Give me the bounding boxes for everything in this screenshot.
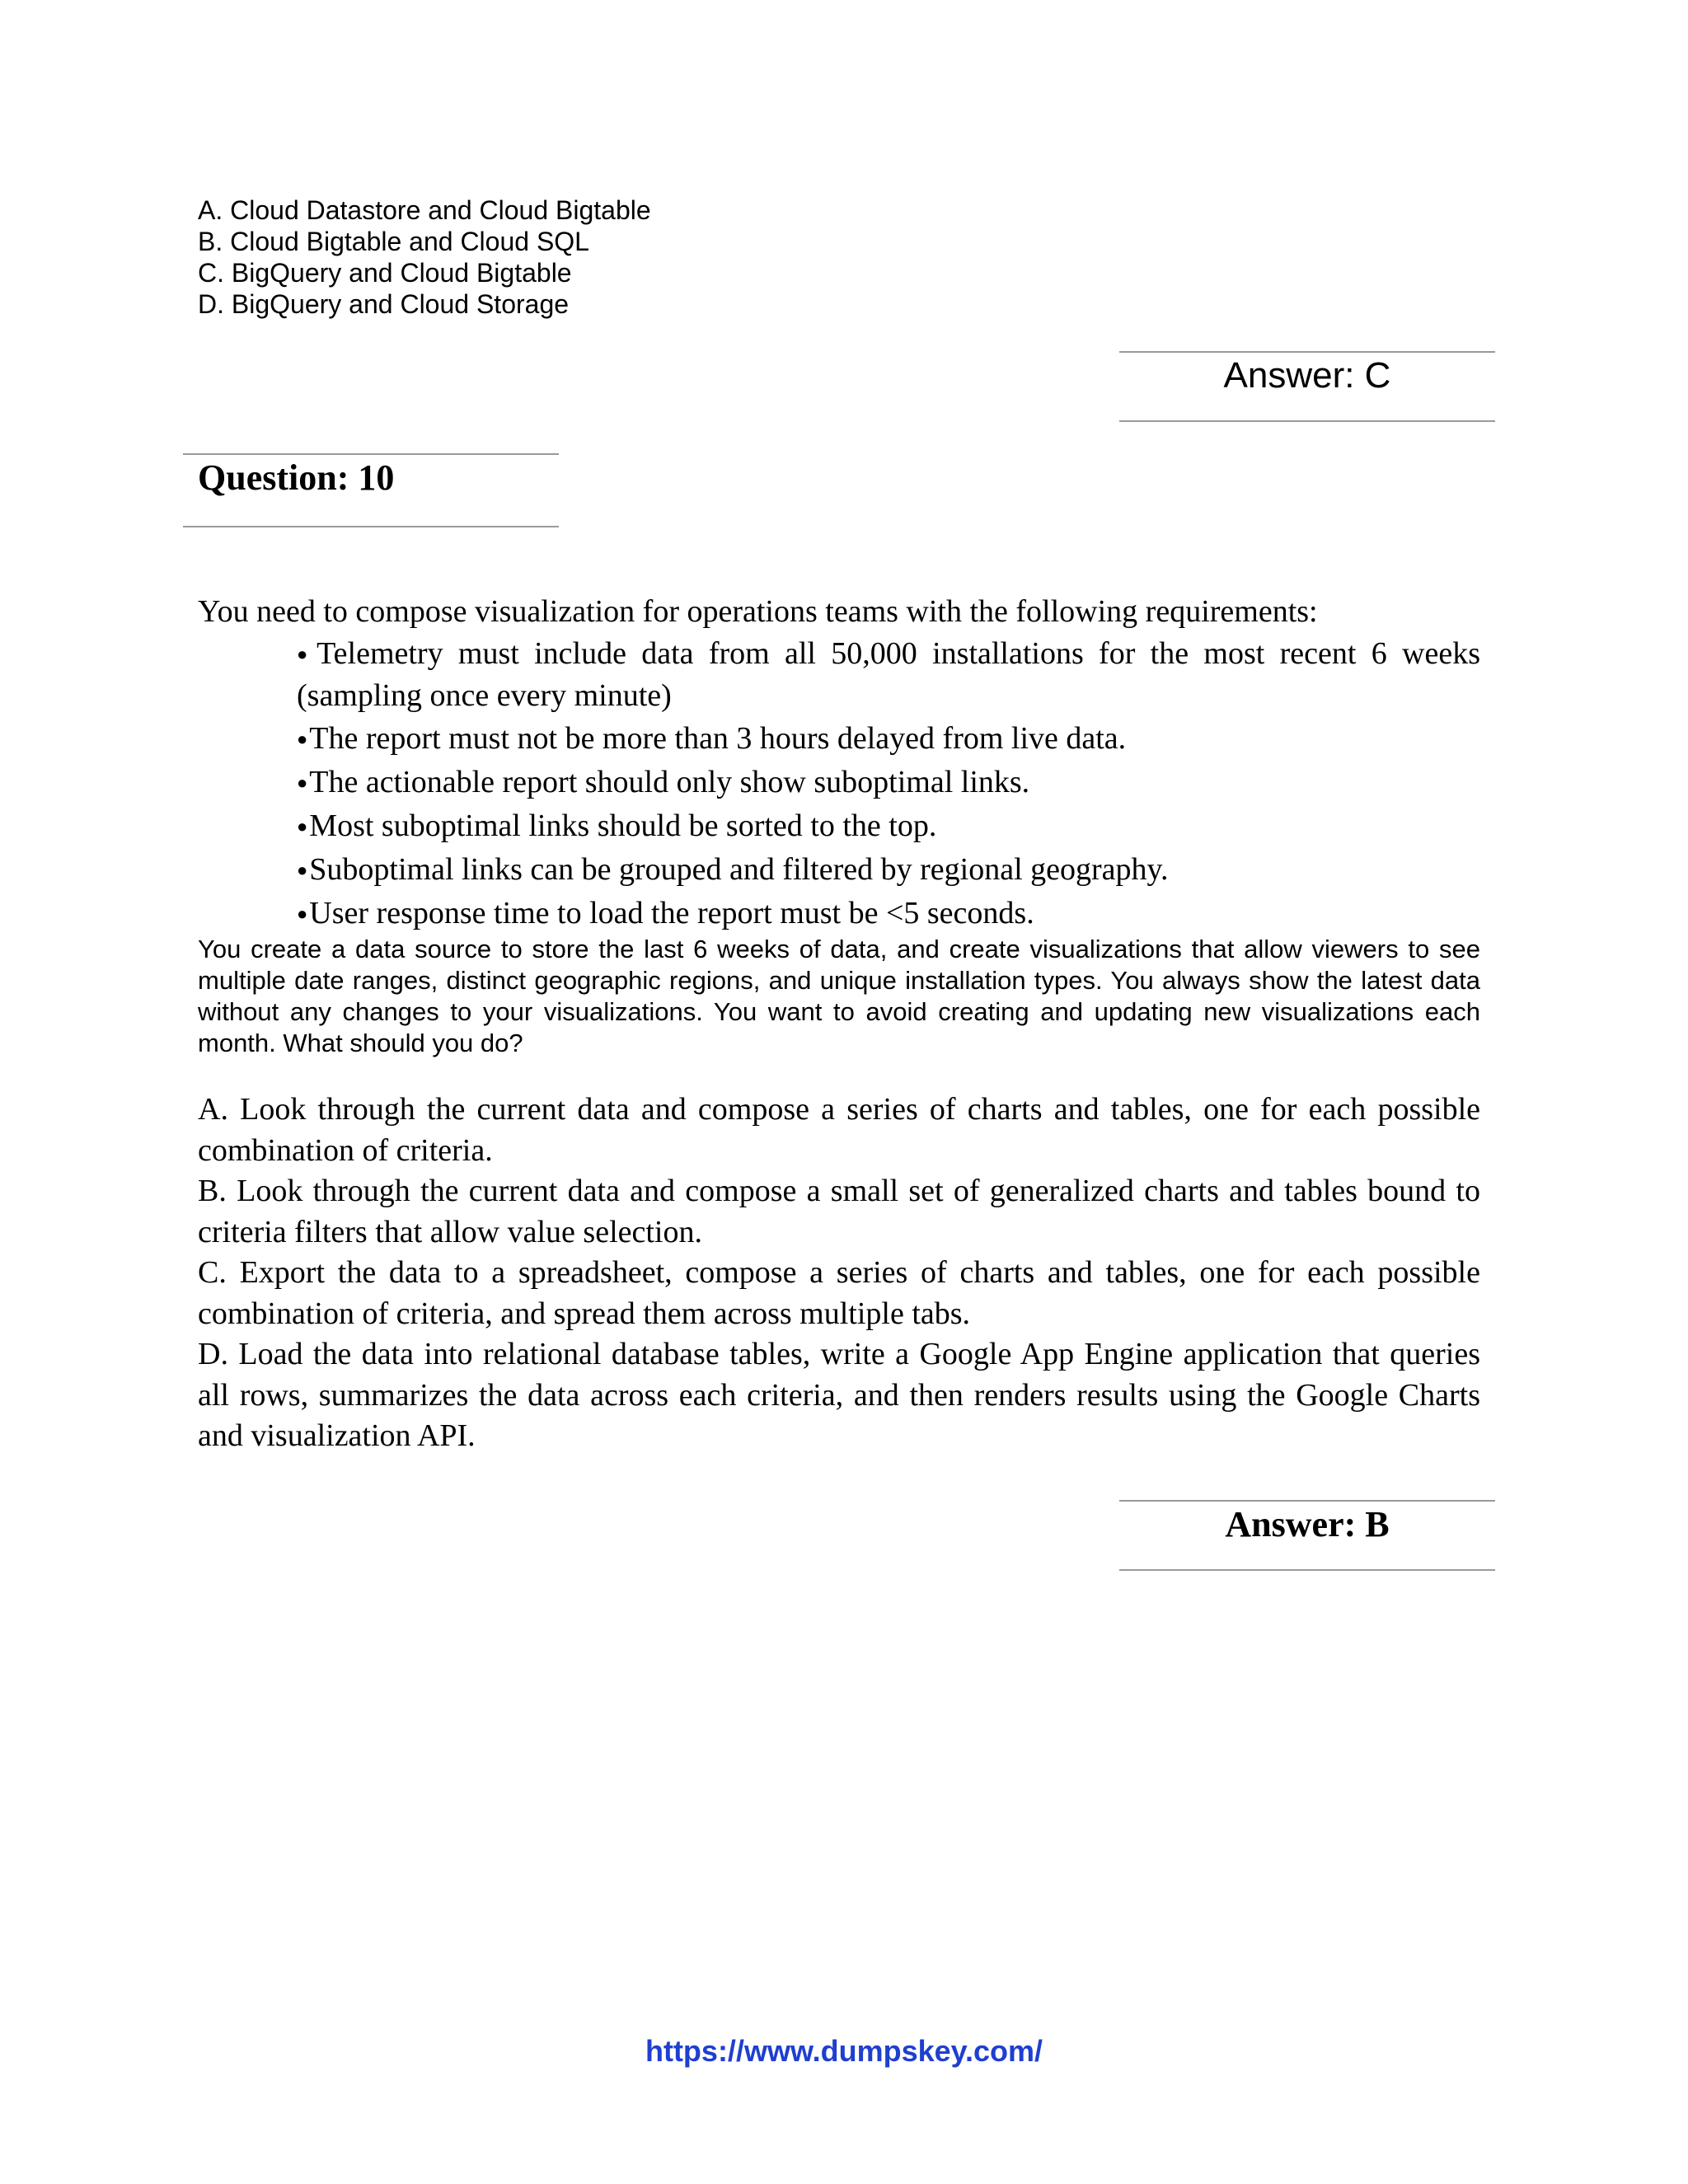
question-heading: Question: 10 [198,457,395,498]
previous-question-options [198,194,940,320]
requirement-item: ●Telemetry must include data from all 50,000 installations for the most recent 6 weeks (sampling once every minute) [297,636,1480,713]
choice-a: A. Look through the current data and compose a series of charts and tables, one for each possible combination of criteria. [198,1092,1480,1168]
answer-choices [198,1090,1480,1457]
answer: Answer: B [1225,1504,1390,1544]
choice-b: B. Look through the current data and compose a small set of generalized charts and tables bound to criteria filters that allow value selection. [198,1174,1480,1249]
requirement-item: ●The report must not be more than 3 hours delayed from live data. [297,721,1127,756]
option-b: B. Cloud Bigtable and Cloud SQL [198,227,589,256]
requirement-item: ●User response time to load the report must be <5 seconds. [297,896,1034,930]
requirement-item: ●The actionable report should only show suboptimal links. [297,765,1030,799]
requirement-item: ●Suboptimal links can be grouped and filtered by regional geography. [297,852,1169,887]
bullet-icon: ● [297,816,308,837]
bullet-icon: ● [297,729,308,749]
question-intro: You need to compose visualization for operations teams with the following requirements: [198,594,1318,629]
bullet-icon: ● [297,772,308,793]
requirements-list [297,633,1480,936]
question-scenario: You create a data source to store the last 6 weeks of data, and create visualizations that allow viewers to see multiple date ranges, distinct geographic regions, and unique installation types. You always show the latest data without any changes to your visualizations. You want to avoid creating and updating new visualizations each month. What should you do? [198,935,1480,1057]
footer-link[interactable]: https://www.dumpskey.com/ [645,2034,1043,2068]
choice-d: D. Load the data into relational database tables, write a Google App Engine application that queries all rows, summarizes the data across each criteria, and then renders results using the Google Charts and visualization API. [198,1337,1480,1453]
question-heading-box [183,453,559,527]
option-a: A. Cloud Datastore and Cloud Bigtable [198,195,651,225]
bullet-icon: ● [297,644,316,664]
bullet-icon: ● [297,903,308,924]
previous-answer: Answer: C [1223,355,1391,396]
option-c: C. BigQuery and Cloud Bigtable [198,258,572,288]
bullet-icon: ● [297,860,308,880]
option-d: D. BigQuery and Cloud Storage [198,289,570,319]
choice-c: C. Export the data to a spreadsheet, compose a series of charts and tables, one for each possible combination of criteria, and spread them across multiple tabs. [198,1255,1480,1331]
answer-box [1119,1500,1495,1571]
requirement-item: ●Most suboptimal links should be sorted to the top. [297,808,937,843]
previous-answer-box [1119,351,1495,422]
